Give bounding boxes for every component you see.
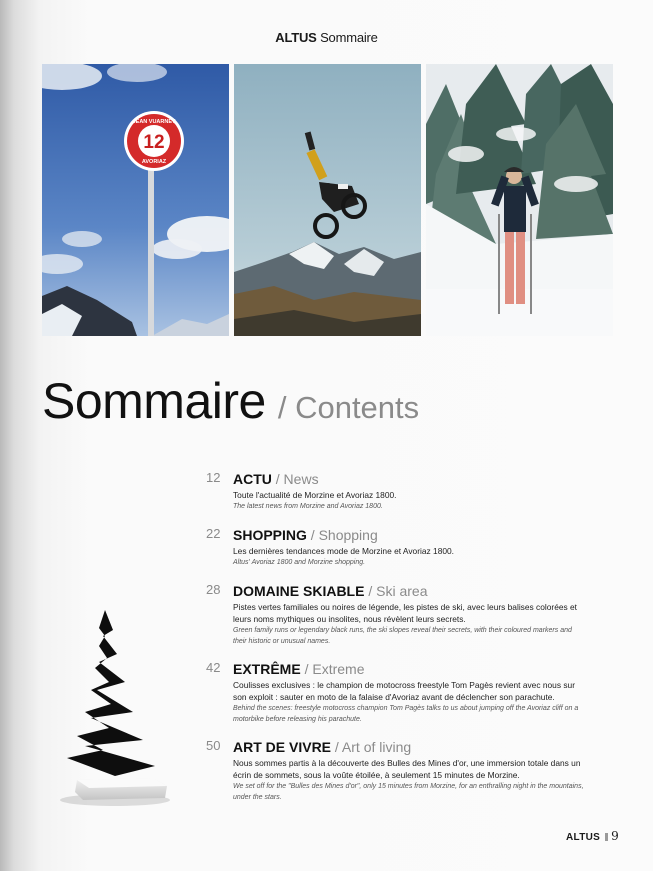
toc-entry-domaine-skiable[interactable] bbox=[206, 582, 586, 647]
toc-description-en: Behind the scenes: freestyle motocross champion Tom Pagès talks to us about jumping off the Avoriaz cliff on a motorbike before releasing his parachute. bbox=[233, 705, 579, 723]
footer-page-number: 9 bbox=[611, 829, 619, 843]
toc-heading bbox=[233, 582, 586, 600]
toc-title-en: / News bbox=[275, 471, 319, 487]
toc-description-en: The latest news from Morzine and Avoriaz 1800. bbox=[233, 503, 383, 510]
toc-page-number: 42 bbox=[206, 660, 221, 675]
title-secondary: / Contents bbox=[277, 390, 420, 425]
header-section: Sommaire bbox=[320, 30, 378, 45]
motocross-jump-photo bbox=[234, 64, 421, 336]
toc-title-en: / Art of living bbox=[334, 739, 412, 755]
toc-page-number: 12 bbox=[206, 470, 221, 485]
sign-number: 12 bbox=[143, 132, 165, 153]
toc-title-fr: ACTU bbox=[233, 471, 272, 487]
footer-brand: ALTUS bbox=[566, 832, 601, 843]
toc-description-fr: Coulisses exclusives : le champion de motocross freestyle Tom Pagès revient avec nous sur son exploit : sauter en moto de la falaise d'Avoriaz avant de déclencher son parachute. bbox=[233, 680, 575, 702]
toc-heading bbox=[233, 470, 396, 488]
toc-title-fr: EXTRÊME bbox=[233, 661, 301, 677]
sign-bottom-text: AVORIAZ bbox=[141, 159, 167, 165]
toc-heading bbox=[233, 526, 454, 544]
toc-description-en: Altus' Avoriaz 1800 and Morzine shopping. bbox=[233, 559, 366, 566]
title-main: Sommaire bbox=[42, 373, 266, 429]
page-title bbox=[42, 372, 419, 430]
toc-entry-extreme[interactable] bbox=[206, 660, 586, 725]
toc-title-fr: ART DE VIVRE bbox=[233, 739, 332, 755]
toc-description-en: We set off for the "Bulles des Mines d'or", only 15 minutes from Morzine, for an enthralling night in the mountains, under the stars. bbox=[233, 783, 584, 801]
page-footer bbox=[566, 829, 619, 843]
toc-description-fr: Nous sommes partis à la découverte des Bulles des Mines d'or, une immersion totale dans un écrin de sommets, sous la voûte étoilée, à seulement 15 minutes de Morzine. bbox=[233, 758, 581, 780]
toc-entry-art-de-vivre[interactable] bbox=[206, 738, 586, 803]
toc-title-en: / Extreme bbox=[304, 661, 365, 677]
toc-page-number: 50 bbox=[206, 738, 221, 753]
toc-description-fr: Les dernières tendances mode de Morzine et Avoriaz 1800. bbox=[233, 546, 454, 556]
toc-entry-actu[interactable] bbox=[206, 470, 396, 512]
toc-heading bbox=[233, 660, 586, 678]
tree-sculpture-image bbox=[55, 608, 170, 808]
toc-title-en: / Ski area bbox=[368, 583, 428, 599]
toc-title-en: / Shopping bbox=[310, 527, 378, 543]
toc-page-number: 28 bbox=[206, 582, 221, 597]
toc-title-fr: SHOPPING bbox=[233, 527, 307, 543]
toc-page-number: 22 bbox=[206, 526, 221, 541]
toc-entry-shopping[interactable] bbox=[206, 526, 454, 568]
toc-heading bbox=[233, 738, 586, 756]
toc-description-en: Green family runs or legendary black runs, the ski slopes reveal their secrets, with their coloured markers and their historic or unusual names. bbox=[233, 627, 572, 645]
toc-description-fr: Toute l'actualité de Morzine et Avoriaz 1800. bbox=[233, 490, 397, 500]
toc-description-fr: Pistes vertes familiales ou noires de légende, les pistes de ski, avec leurs balises colorées et leurs noms mythiques ou insolites, nous révèlent leurs secrets. bbox=[233, 602, 578, 624]
header-brand: ALTUS bbox=[275, 30, 317, 45]
sign-top-text: JEAN VUARNET bbox=[132, 119, 176, 125]
toc-title-fr: DOMAINE SKIABLE bbox=[233, 583, 365, 599]
road-sign-photo bbox=[42, 64, 229, 336]
skier-in-snow-photo bbox=[426, 64, 613, 336]
running-header bbox=[0, 30, 653, 45]
footer-separator bbox=[605, 833, 608, 841]
